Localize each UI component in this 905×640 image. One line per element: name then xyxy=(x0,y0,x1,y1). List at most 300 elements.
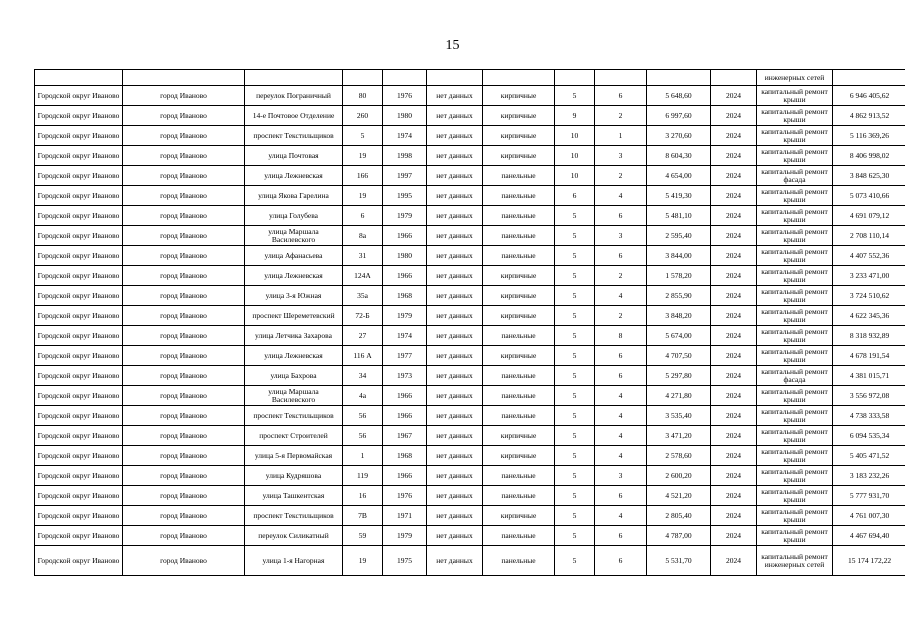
table-row xyxy=(35,366,905,386)
street-cell: улица Бахрова xyxy=(245,366,343,386)
status-cell: нет данных xyxy=(427,366,483,386)
house-number-cell: 260 xyxy=(343,106,383,126)
area-cell: 1 578,20 xyxy=(647,266,711,286)
wall-material-cell: панельные xyxy=(483,366,555,386)
municipality-cell: Городской округ Иваново xyxy=(35,486,123,506)
municipality-cell: Городской округ Иваново xyxy=(35,426,123,446)
plan-year-cell: 2024 xyxy=(711,526,757,546)
cost-cell: 4 738 333,58 xyxy=(833,406,905,426)
area-cell: 3 471,20 xyxy=(647,426,711,446)
cost-cell: 4 761 007,30 xyxy=(833,506,905,526)
area-cell: 4 271,80 xyxy=(647,386,711,406)
settlement-cell: город Иваново xyxy=(123,306,245,326)
year-built-cell: 1974 xyxy=(383,326,427,346)
status-cell: нет данных xyxy=(427,466,483,486)
work-type-cell: капитальный ремонт крыши xyxy=(757,406,833,426)
area-cell: 3 844,00 xyxy=(647,246,711,266)
status-cell: нет данных xyxy=(427,306,483,326)
street-cell: улица Лежневская xyxy=(245,166,343,186)
floors-cell: 6 xyxy=(555,186,595,206)
year-built-cell: 1975 xyxy=(383,546,427,576)
municipality-cell: Городской округ Иваново xyxy=(35,526,123,546)
wall-material-cell: панельные xyxy=(483,546,555,576)
work-type-cell: капитальный ремонт крыши xyxy=(757,306,833,326)
work-type-cell: капитальный ремонт крыши xyxy=(757,466,833,486)
area-cell: 4 707,50 xyxy=(647,346,711,366)
cost-cell: 3 724 510,62 xyxy=(833,286,905,306)
plan-year-cell: 2024 xyxy=(711,246,757,266)
settlement-cell: город Иваново xyxy=(123,246,245,266)
settlement-cell: город Иваново xyxy=(123,266,245,286)
plan-year-cell: 2024 xyxy=(711,446,757,466)
plan-year-cell: 2024 xyxy=(711,126,757,146)
table-row xyxy=(35,306,905,326)
table-row xyxy=(35,486,905,506)
cost-cell: 4 691 079,12 xyxy=(833,206,905,226)
wall-material-cell: кирпичные xyxy=(483,146,555,166)
year-built-cell: 1966 xyxy=(383,406,427,426)
floors-cell: 5 xyxy=(555,346,595,366)
cost-cell: 5 073 410,66 xyxy=(833,186,905,206)
area-cell: 4 654,00 xyxy=(647,166,711,186)
cost-cell: 6 946 405,62 xyxy=(833,86,905,106)
cost-cell: 15 174 172,22 xyxy=(833,546,905,576)
settlement-cell: город Иваново xyxy=(123,326,245,346)
table-row xyxy=(35,406,905,426)
municipality-cell: Городской округ Иваново xyxy=(35,466,123,486)
status-cell: нет данных xyxy=(427,266,483,286)
cost-cell: 4 407 552,36 xyxy=(833,246,905,266)
table-row xyxy=(35,326,905,346)
table-row xyxy=(35,466,905,486)
floors-cell: 5 xyxy=(555,246,595,266)
floors-cell: 10 xyxy=(555,146,595,166)
plan-year-cell: 2024 xyxy=(711,386,757,406)
house-number-cell: 56 xyxy=(343,426,383,446)
plan-year-cell: 2024 xyxy=(711,106,757,126)
house-number-cell: 59 xyxy=(343,526,383,546)
wall-material-cell: панельные xyxy=(483,466,555,486)
table-row xyxy=(35,266,905,286)
year-built-cell: 1976 xyxy=(383,486,427,506)
status-cell: нет данных xyxy=(427,426,483,446)
floors-cell: 5 xyxy=(555,486,595,506)
work-type-cell: капитальный ремонт крыши xyxy=(757,186,833,206)
settlement-cell: город Иваново xyxy=(123,186,245,206)
municipality-cell: Городской округ Иваново xyxy=(35,106,123,126)
work-type-cell: капитальный ремонт крыши xyxy=(757,326,833,346)
cost-cell: 5 116 369,26 xyxy=(833,126,905,146)
municipality-cell: Городской округ Иваново xyxy=(35,546,123,576)
year-built-cell: 1977 xyxy=(383,346,427,366)
floors-cell: 5 xyxy=(555,406,595,426)
area-cell: 4 787,00 xyxy=(647,526,711,546)
house-number-cell: 1 xyxy=(343,446,383,466)
settlement-cell: город Иваново xyxy=(123,486,245,506)
year-built-cell: 1968 xyxy=(383,446,427,466)
table-row xyxy=(35,106,905,126)
wall-material-cell: панельные xyxy=(483,386,555,406)
wall-material-cell: кирпичные xyxy=(483,286,555,306)
house-number-cell: 4а xyxy=(343,386,383,406)
settlement-cell: город Иваново xyxy=(123,166,245,186)
plan-year-cell: 2024 xyxy=(711,506,757,526)
year-built-cell: 1966 xyxy=(383,386,427,406)
cost-cell: 4 862 913,52 xyxy=(833,106,905,126)
cost-cell: 6 094 535,34 xyxy=(833,426,905,446)
entrances-cell: 1 xyxy=(595,126,647,146)
municipality-cell: Городской округ Иваново xyxy=(35,186,123,206)
area-cell: 6 997,60 xyxy=(647,106,711,126)
entrances-cell: 2 xyxy=(595,306,647,326)
floors-cell: 10 xyxy=(555,166,595,186)
settlement-cell: город Иваново xyxy=(123,546,245,576)
settlement-cell: город Иваново xyxy=(123,286,245,306)
work-type-cell: капитальный ремонт фасада xyxy=(757,366,833,386)
cost-cell: 8 318 932,89 xyxy=(833,326,905,346)
year-built-cell: 1966 xyxy=(383,226,427,246)
floors-cell: 5 xyxy=(555,366,595,386)
settlement-cell: город Иваново xyxy=(123,446,245,466)
municipality-cell: Городской округ Иваново xyxy=(35,306,123,326)
area-cell: 3 270,60 xyxy=(647,126,711,146)
settlement-cell: город Иваново xyxy=(123,106,245,126)
house-number-cell: 80 xyxy=(343,86,383,106)
floors-cell: 5 xyxy=(555,506,595,526)
entrances-cell: 4 xyxy=(595,406,647,426)
table-row xyxy=(35,126,905,146)
street-cell: улица Маршала Василевского xyxy=(245,226,343,246)
house-number-cell: 6 xyxy=(343,206,383,226)
work-type-cell: капитальный ремонт крыши xyxy=(757,146,833,166)
year-built-cell: 1966 xyxy=(383,266,427,286)
entrances-cell: 6 xyxy=(595,546,647,576)
work-type-cell: капитальный ремонт фасада xyxy=(757,166,833,186)
street-cell: улица Голубева xyxy=(245,206,343,226)
floors-cell: 5 xyxy=(555,466,595,486)
wall-material-cell: кирпичные xyxy=(483,266,555,286)
settlement-cell: город Иваново xyxy=(123,146,245,166)
cost-cell: 3 183 232,26 xyxy=(833,466,905,486)
house-number-cell: 8а xyxy=(343,226,383,246)
year-built-cell: 1997 xyxy=(383,166,427,186)
plan-year-cell: 2024 xyxy=(711,206,757,226)
area-cell: 2 595,40 xyxy=(647,226,711,246)
street-cell: улица Летчика Захарова xyxy=(245,326,343,346)
wall-material-cell: панельные xyxy=(483,326,555,346)
area-cell: 5 648,60 xyxy=(647,86,711,106)
work-type-cell: капитальный ремонт крыши xyxy=(757,266,833,286)
area-cell: 4 521,20 xyxy=(647,486,711,506)
table-row xyxy=(35,246,905,266)
house-number-cell: 72-Б xyxy=(343,306,383,326)
area-cell: 5 297,80 xyxy=(647,366,711,386)
settlement-cell: город Иваново xyxy=(123,366,245,386)
wall-material-cell: панельные xyxy=(483,226,555,246)
status-cell: нет данных xyxy=(427,546,483,576)
plan-year-cell: 2024 xyxy=(711,186,757,206)
wall-material-cell: кирпичные xyxy=(483,346,555,366)
entrances-cell: 2 xyxy=(595,166,647,186)
street-cell: улица Лежневская xyxy=(245,346,343,366)
street-cell: 14-е Почтовое Отделение xyxy=(245,106,343,126)
work-type-cell: капитальный ремонт крыши xyxy=(757,126,833,146)
work-type-cell: капитальный ремонт крыши xyxy=(757,386,833,406)
floors-cell: 5 xyxy=(555,306,595,326)
entrances-cell: 4 xyxy=(595,386,647,406)
settlement-cell: город Иваново xyxy=(123,526,245,546)
area-cell: 2 805,40 xyxy=(647,506,711,526)
house-number-cell: 19 xyxy=(343,186,383,206)
work-type-cell: капитальный ремонт крыши xyxy=(757,246,833,266)
work-type-cell: капитальный ремонт инженерных сетей xyxy=(757,546,833,576)
entrances-cell: 3 xyxy=(595,146,647,166)
year-built-cell: 1998 xyxy=(383,146,427,166)
floors-cell: 5 xyxy=(555,426,595,446)
house-number-cell: 34 xyxy=(343,366,383,386)
status-cell: нет данных xyxy=(427,326,483,346)
house-number-cell: 35а xyxy=(343,286,383,306)
table-row xyxy=(35,86,905,106)
table-row xyxy=(35,546,905,576)
house-number-cell: 119 xyxy=(343,466,383,486)
work-cell: инженерных сетей xyxy=(757,70,833,86)
house-number-cell: 56 xyxy=(343,406,383,426)
entrances-cell: 4 xyxy=(595,426,647,446)
cost-cell: 5 405 471,52 xyxy=(833,446,905,466)
street-cell: улица Лежневская xyxy=(245,266,343,286)
municipality-cell: Городской округ Иваново xyxy=(35,266,123,286)
year-built-cell: 1979 xyxy=(383,306,427,326)
entrances-cell: 3 xyxy=(595,226,647,246)
wall-material-cell: кирпичные xyxy=(483,106,555,126)
cost-cell: 4 381 015,71 xyxy=(833,366,905,386)
table-row xyxy=(35,446,905,466)
plan-year-cell: 2024 xyxy=(711,546,757,576)
street-cell: улица Афанасьева xyxy=(245,246,343,266)
status-cell: нет данных xyxy=(427,206,483,226)
table-row xyxy=(35,426,905,446)
plan-year-cell: 2024 xyxy=(711,266,757,286)
street-cell: проспект Текстильщиков xyxy=(245,406,343,426)
area-cell: 5 419,30 xyxy=(647,186,711,206)
floors-cell: 9 xyxy=(555,106,595,126)
entrances-cell: 4 xyxy=(595,506,647,526)
municipality-cell: Городской округ Иваново xyxy=(35,286,123,306)
year-built-cell: 1995 xyxy=(383,186,427,206)
plan-year-cell: 2024 xyxy=(711,346,757,366)
area-cell: 3 535,40 xyxy=(647,406,711,426)
street-cell: переулок Силикатный xyxy=(245,526,343,546)
floors-cell: 5 xyxy=(555,446,595,466)
table-row xyxy=(35,346,905,366)
street-cell: улица 1-я Нагорная xyxy=(245,546,343,576)
status-cell: нет данных xyxy=(427,106,483,126)
floors-cell: 5 xyxy=(555,226,595,246)
table-row xyxy=(35,206,905,226)
table-row xyxy=(35,526,905,546)
table-row xyxy=(35,506,905,526)
work-type-cell: капитальный ремонт крыши xyxy=(757,526,833,546)
area-cell: 2 578,60 xyxy=(647,446,711,466)
municipality-cell: Городской округ Иваново xyxy=(35,86,123,106)
year-built-cell: 1979 xyxy=(383,206,427,226)
year-built-cell: 1971 xyxy=(383,506,427,526)
house-number-cell: 19 xyxy=(343,146,383,166)
street-cell: проспект Текстильщиков xyxy=(245,126,343,146)
wall-material-cell: панельные xyxy=(483,206,555,226)
status-cell: нет данных xyxy=(427,386,483,406)
area-cell: 2 600,20 xyxy=(647,466,711,486)
status-cell: нет данных xyxy=(427,146,483,166)
area-cell: 3 848,20 xyxy=(647,306,711,326)
street-cell: проспект Шереметевский xyxy=(245,306,343,326)
wall-material-cell: кирпичные xyxy=(483,306,555,326)
status-cell: нет данных xyxy=(427,166,483,186)
entrances-cell: 6 xyxy=(595,206,647,226)
year-built-cell: 1980 xyxy=(383,106,427,126)
plan-year-cell: 2024 xyxy=(711,486,757,506)
municipality-cell: Городской округ Иваново xyxy=(35,166,123,186)
area-cell: 5 481,10 xyxy=(647,206,711,226)
housing-register-table xyxy=(34,69,905,576)
table-row xyxy=(35,186,905,206)
municipality-cell: Городской округ Иваново xyxy=(35,346,123,366)
plan-year-cell: 2024 xyxy=(711,406,757,426)
area-cell: 5 674,00 xyxy=(647,326,711,346)
municipality-cell: Городской округ Иваново xyxy=(35,506,123,526)
work-type-cell: капитальный ремонт крыши xyxy=(757,346,833,366)
entrances-cell: 6 xyxy=(595,86,647,106)
entrances-cell: 6 xyxy=(595,346,647,366)
entrances-cell: 4 xyxy=(595,286,647,306)
area-cell: 5 531,70 xyxy=(647,546,711,576)
work-type-cell: капитальный ремонт крыши xyxy=(757,286,833,306)
floors-cell: 5 xyxy=(555,546,595,576)
table-row xyxy=(35,226,905,246)
year-built-cell: 1980 xyxy=(383,246,427,266)
house-number-cell: 124А xyxy=(343,266,383,286)
settlement-cell: город Иваново xyxy=(123,86,245,106)
street-cell: улица 3-я Южная xyxy=(245,286,343,306)
street-cell: проспект Строителей xyxy=(245,426,343,446)
plan-year-cell: 2024 xyxy=(711,426,757,446)
cost-cell: 4 467 694,40 xyxy=(833,526,905,546)
floors-cell: 5 xyxy=(555,86,595,106)
year-built-cell: 1968 xyxy=(383,286,427,306)
municipality-cell: Городской округ Иваново xyxy=(35,406,123,426)
status-cell: нет данных xyxy=(427,226,483,246)
plan-year-cell: 2024 xyxy=(711,86,757,106)
settlement-cell: город Иваново xyxy=(123,226,245,246)
status-cell: нет данных xyxy=(427,506,483,526)
wall-material-cell: панельные xyxy=(483,166,555,186)
street-cell: улица Маршала Василевского xyxy=(245,386,343,406)
status-cell: нет данных xyxy=(427,406,483,426)
street-cell: переулок Пограничный xyxy=(245,86,343,106)
house-number-cell: 5 xyxy=(343,126,383,146)
area-cell: 8 604,30 xyxy=(647,146,711,166)
entrances-cell: 2 xyxy=(595,266,647,286)
cost-cell: 3 848 625,30 xyxy=(833,166,905,186)
entrances-cell: 6 xyxy=(595,366,647,386)
status-cell: нет данных xyxy=(427,446,483,466)
municipality-cell: Городской округ Иваново xyxy=(35,146,123,166)
municipality-cell: Городской округ Иваново xyxy=(35,206,123,226)
entrances-cell: 3 xyxy=(595,466,647,486)
street-cell: улица Якова Гарелина xyxy=(245,186,343,206)
year-built-cell: 1974 xyxy=(383,126,427,146)
entrances-cell: 6 xyxy=(595,526,647,546)
plan-year-cell: 2024 xyxy=(711,146,757,166)
work-type-cell: капитальный ремонт крыши xyxy=(757,506,833,526)
plan-year-cell: 2024 xyxy=(711,226,757,246)
entrances-cell: 6 xyxy=(595,486,647,506)
settlement-cell: город Иваново xyxy=(123,346,245,366)
settlement-cell: город Иваново xyxy=(123,206,245,226)
house-number-cell: 166 xyxy=(343,166,383,186)
wall-material-cell: панельные xyxy=(483,186,555,206)
year-built-cell: 1967 xyxy=(383,426,427,446)
house-number-cell: 116 А xyxy=(343,346,383,366)
wall-material-cell: кирпичные xyxy=(483,446,555,466)
year-built-cell: 1976 xyxy=(383,86,427,106)
street-cell: улица Почтовая xyxy=(245,146,343,166)
entrances-cell: 4 xyxy=(595,186,647,206)
plan-year-cell: 2024 xyxy=(711,306,757,326)
wall-material-cell: панельные xyxy=(483,246,555,266)
cost-cell: 2 708 110,14 xyxy=(833,226,905,246)
status-cell: нет данных xyxy=(427,246,483,266)
table-row xyxy=(35,146,905,166)
settlement-cell: город Иваново xyxy=(123,506,245,526)
settlement-cell: город Иваново xyxy=(123,406,245,426)
status-cell: нет данных xyxy=(427,286,483,306)
work-type-cell: капитальный ремонт крыши xyxy=(757,106,833,126)
plan-year-cell: 2024 xyxy=(711,326,757,346)
street-cell: улица Ташкентская xyxy=(245,486,343,506)
settlement-cell: город Иваново xyxy=(123,426,245,446)
entrances-cell: 6 xyxy=(595,246,647,266)
work-type-cell: капитальный ремонт крыши xyxy=(757,226,833,246)
floors-cell: 5 xyxy=(555,386,595,406)
table-row-continuation xyxy=(35,70,905,86)
plan-year-cell: 2024 xyxy=(711,166,757,186)
municipality-cell: Городской округ Иваново xyxy=(35,126,123,146)
house-number-cell: 31 xyxy=(343,246,383,266)
municipality-cell: Городской округ Иваново xyxy=(35,386,123,406)
wall-material-cell: панельные xyxy=(483,526,555,546)
cost-cell: 4 678 191,54 xyxy=(833,346,905,366)
municipality-cell: Городской округ Иваново xyxy=(35,226,123,246)
house-number-cell: 7В xyxy=(343,506,383,526)
cost-cell: 4 622 345,36 xyxy=(833,306,905,326)
municipality-cell: Городской округ Иваново xyxy=(35,366,123,386)
work-type-cell: капитальный ремонт крыши xyxy=(757,446,833,466)
page-number: 15 xyxy=(445,38,460,53)
entrances-cell: 4 xyxy=(595,446,647,466)
wall-material-cell: панельные xyxy=(483,406,555,426)
table-row xyxy=(35,286,905,306)
settlement-cell: город Иваново xyxy=(123,386,245,406)
floors-cell: 5 xyxy=(555,286,595,306)
plan-year-cell: 2024 xyxy=(711,366,757,386)
plan-year-cell: 2024 xyxy=(711,466,757,486)
municipality-cell: Городской округ Иваново xyxy=(35,446,123,466)
floors-cell: 5 xyxy=(555,326,595,346)
table-row xyxy=(35,166,905,186)
entrances-cell: 2 xyxy=(595,106,647,126)
